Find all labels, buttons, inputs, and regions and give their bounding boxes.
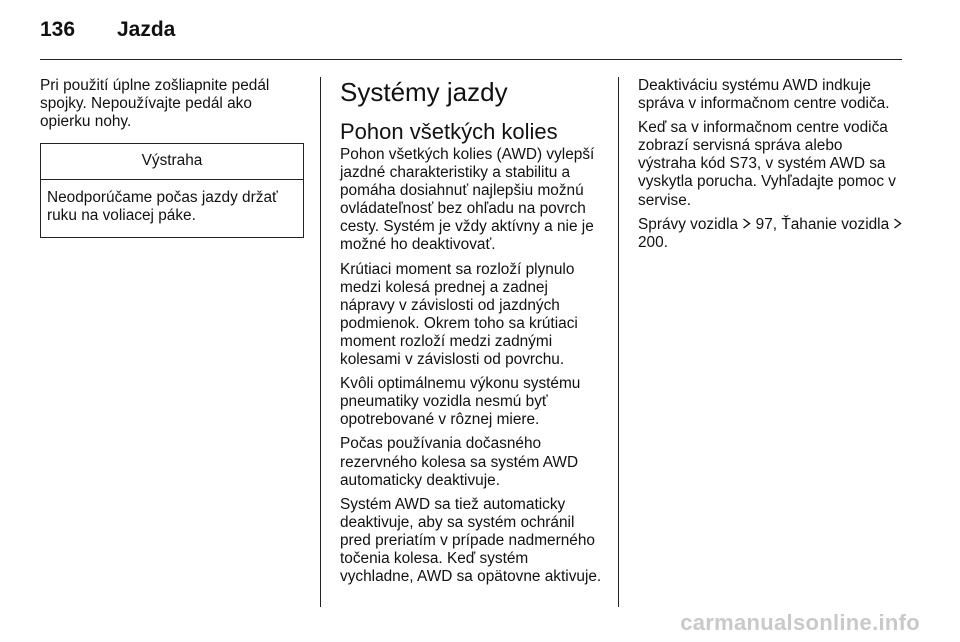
- paragraph: Krútiaci moment sa rozloží plynulo medzi kolesá prednej a zadnej nápravy v závislosti od jazdných podmienok. Okrem toho sa krútiaci moment rozloží medzi zadnými kolesami v závislosti od povrchu.: [340, 260, 578, 369]
- reference-page: 97: [755, 215, 773, 233]
- section-title: Jazda: [117, 18, 176, 41]
- reference-paragraph: Správy vozidla 97, Ťahanie vozidla 200.: [638, 216, 904, 252]
- reference-page: 200: [638, 233, 664, 251]
- left-column: [40, 77, 304, 238]
- intro-paragraph: Pri použití úplne zošliapnite pedál spojky. Nepoužívajte pedál ako opierku nohy.: [40, 77, 270, 131]
- page-number: 136: [40, 18, 76, 41]
- column-divider: [618, 77, 619, 607]
- paragraph: Keď sa v informačnom centre vodiča zobrazí servisná správa alebo výstraha kód S73, v systém AWD sa vyskytla porucha. Vyhľadajte pomoc v servise.: [638, 119, 896, 209]
- paragraph: Systém AWD sa tiež automaticky deaktivuje, aby sa systém ochránil pred preriatím v prípade nadmerného točenia kolesa. Keď systém vychladne, AWD sa opätovne aktivuje.: [340, 495, 602, 586]
- warning-text: Neodporúčame počas jazdy držať ruku na voliacej páke.: [47, 189, 278, 225]
- middle-column: [340, 77, 606, 592]
- page-reference-icon: [893, 216, 902, 234]
- paragraph: Pohon všetkých kolies (AWD) vylepší jazdné charakteristiky a stabilitu a pomáha dosiahnuť najlepšiu možnú ovládateľnosť bez ohľadu na povrch cesty. Systém je vždy aktívny a nie je možné ho deaktivovať.: [340, 146, 595, 254]
- paragraph: Deaktiváciu systému AWD indkuje správa v informačnom centre vodiča.: [638, 77, 890, 113]
- subsection-heading: Pohon všetkých kolies: [340, 119, 558, 144]
- paragraph: Kvôli optimálnemu výkonu systému pneumatiky vozidla nesmú byť opotrebované v rôznej miere.: [340, 375, 581, 429]
- warning-box: [40, 143, 304, 237]
- page-reference-icon: [742, 216, 751, 234]
- right-column: [638, 77, 904, 258]
- paragraph: Počas používania dočasného rezervného kolesa sa systém AWD automaticky deaktivuje.: [340, 435, 579, 489]
- section-heading: Systémy jazdy: [340, 77, 508, 107]
- reference-link-towing[interactable]: Ťahanie vozidla 200: [638, 216, 902, 251]
- column-divider: [320, 77, 321, 607]
- header-rule: [40, 59, 902, 60]
- reference-link-vehicle-messages[interactable]: Správy vozidla 97: [638, 215, 773, 233]
- warning-title: Výstraha: [41, 144, 303, 180]
- watermark: carmanualsonline.info: [680, 610, 920, 635]
